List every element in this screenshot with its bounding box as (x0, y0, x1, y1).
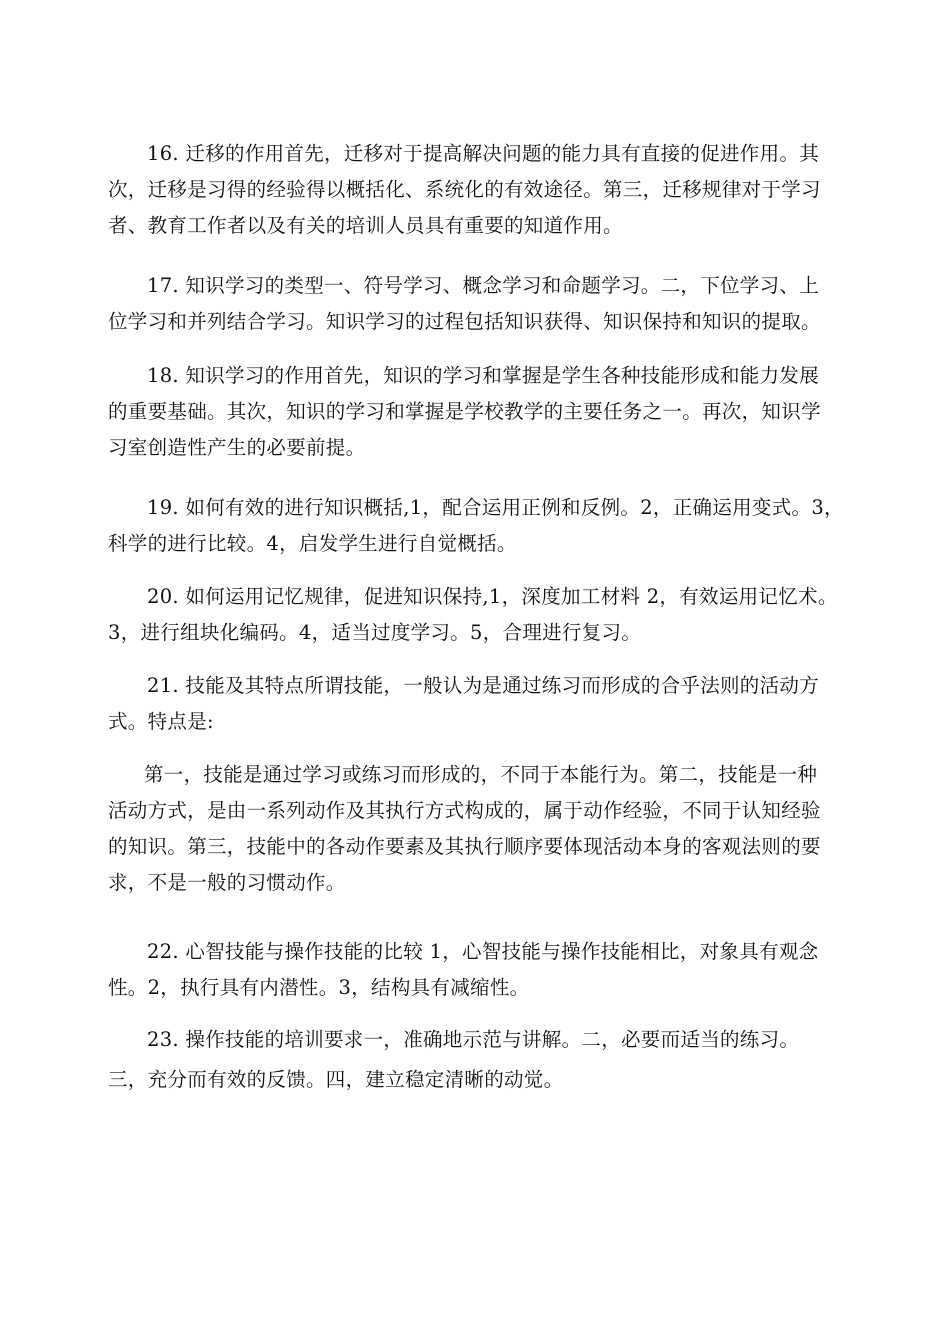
paragraph-23 (108, 1022, 842, 1098)
paragraph-21 (108, 668, 842, 740)
paragraph-20 (108, 579, 842, 651)
paragraph-21-features (108, 757, 842, 901)
paragraph-line: 16. 迁移的作用首先，迁移对于提高解决问题的能力具有直接的促进作用。其 (147, 142, 820, 165)
paragraph-line: 18. 知识学习的作用首先，知识的学习和掌握是学生各种技能形成和能力发展 (147, 364, 820, 387)
paragraph-line: 性。2，执行具有内潜性。3，结构具有减缩性。 (108, 976, 530, 999)
paragraph-line: 3，进行组块化编码。4，适当过度学习。5，合理进行复习。 (108, 621, 642, 644)
paragraph-line: 17. 知识学习的类型一、符号学习、概念学习和命题学习。二，下位学习、上 (147, 274, 820, 297)
paragraph-line: 22. 心智技能与操作技能的比较 1，心智技能与操作技能相比，对象具有观念 (147, 940, 819, 963)
paragraph-line: 20. 如何运用记忆规律，促进知识保持,1，深度加工材料 2，有效运用记忆术。 (147, 585, 838, 608)
paragraph-line: 三，充分而有效的反馈。四，建立稳定清晰的动觉。 (108, 1068, 564, 1091)
paragraph-17 (108, 268, 842, 340)
paragraph-line: 科学的进行比较。4，启发学生进行自觉概括。 (108, 532, 517, 555)
paragraph-18 (108, 358, 842, 466)
paragraph-line: 活动方式，是由一系列动作及其执行方式构成的，属于动作经验，不同于认知经验 (108, 799, 821, 822)
paragraph-line: 21. 技能及其特点所谓技能，一般认为是通过练习而形成的合乎法则的活动方 (147, 674, 820, 697)
paragraph-line: 第一，技能是通过学习或练习而形成的，不同于本能行为。第二，技能是一种 (144, 763, 818, 786)
paragraph-19 (108, 490, 842, 562)
paragraph-line: 的重要基础。其次，知识的学习和掌握是学校教学的主要任务之一。再次，知识学 (108, 400, 821, 423)
paragraph-line: 式。特点是: (108, 710, 214, 733)
paragraph-line: 次，迁移是习得的经验得以概括化、系统化的有效途径。第三，迁移规律对于学习 (108, 178, 821, 201)
paragraph-line: 19. 如何有效的进行知识概括,1，配合运用正例和反例。2，正确运用变式。3， (147, 496, 844, 519)
paragraph-line: 求，不是一般的习惯动作。 (108, 871, 346, 894)
paragraph-line: 的知识。第三，技能中的各动作要素及其执行顺序要体现活动本身的客观法则的要 (108, 835, 821, 858)
paragraph-line: 23. 操作技能的培训要求一，准确地示范与讲解。二，必要而适当的练习。 (147, 1028, 800, 1051)
paragraph-16 (108, 136, 842, 244)
paragraph-22 (108, 934, 842, 1006)
paragraph-line: 习室创造性产生的必要前提。 (108, 436, 366, 459)
paragraph-line: 位学习和并列结合学习。知识学习的过程包括知识获得、知识保持和知识的提取。 (108, 310, 821, 333)
paragraph-line: 者、教育工作者以及有关的培训人员具有重要的知道作用。 (108, 214, 623, 237)
